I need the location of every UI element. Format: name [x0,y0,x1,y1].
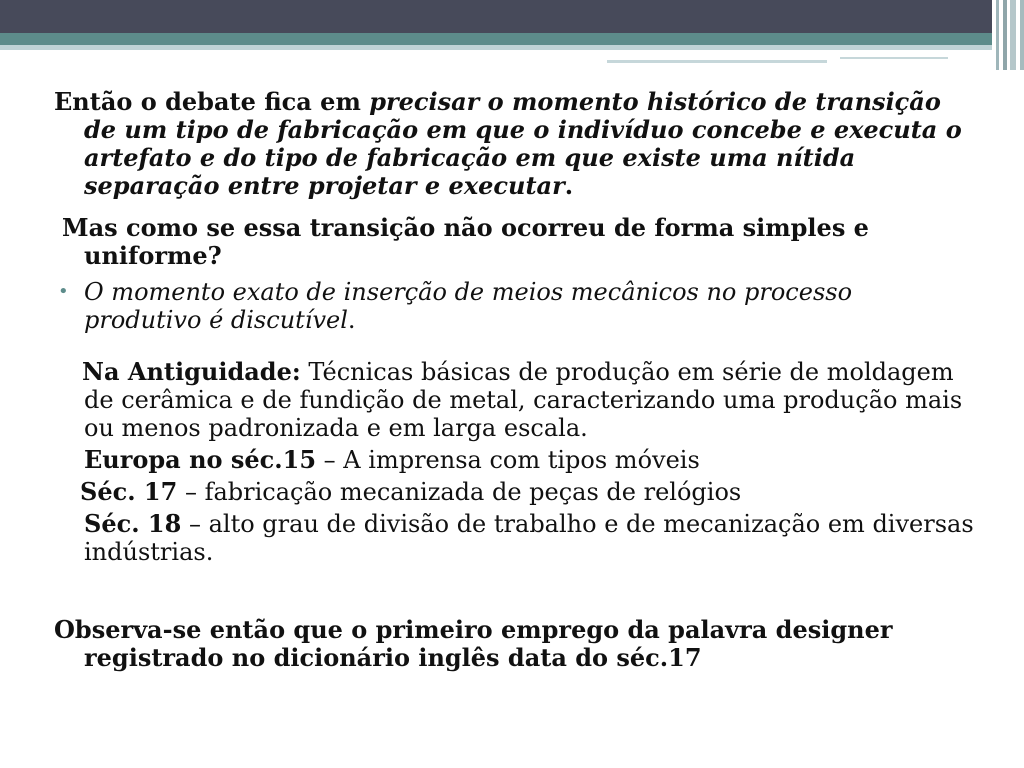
paragraph-conclusion: Observa-se então que o primeiro emprego da palavra designer registrado no dicionário inglês data do séc.17 [54,615,893,672]
era-label: Séc. 17 [80,477,178,506]
era-antiquity [54,358,974,442]
header-accent-line [840,57,948,59]
paragraph-lead: Então o debate fica em [54,87,370,116]
era-label: Séc. 18 [84,509,182,538]
paragraph-emphasis: precisar o momento histórico de transição de um tipo de fabricação em que o indivíduo concebe e executa o artefato e do tipo de fabricação em que existe uma nítida separação entre projetar e executar [84,87,962,200]
header-band-dark [0,0,1024,33]
era-label: Europa no séc.15 [84,445,317,474]
era-label: Na Antiguidade: [82,357,301,386]
paragraph-period: . [564,171,574,200]
era-century-18 [54,510,974,566]
paragraph-debate [54,88,974,200]
header-accent-line [607,50,1024,55]
era-europe-15 [54,446,974,474]
slide-body [54,88,974,672]
bullet-text: O momento exato de inserção de meios mecânicos no processo produtivo é discutível [84,278,853,334]
header-accent-line [607,60,827,63]
bullet-item [54,278,974,334]
paragraph-question: Mas como se essa transição não ocorreu de forma simples e uniforme? [62,213,869,270]
era-text: – fabricação mecanizada de peças de relógios [177,478,742,506]
era-text: – A imprensa com tipos móveis [316,446,700,474]
header-band-teal [0,33,1024,45]
header-vertical-stripes [992,0,1024,70]
bullet-icon: • [58,281,69,302]
era-century-17 [54,478,974,506]
bullet-period: . [347,306,356,334]
era-text: Técnicas básicas de produção em série de moldagem de cerâmica e de fundição de metal, caracterizando uma produção mais ou menos padronizada e em larga escala. [84,358,963,442]
era-text: – alto grau de divisão de trabalho e de mecanização em diversas indústrias. [84,510,974,566]
